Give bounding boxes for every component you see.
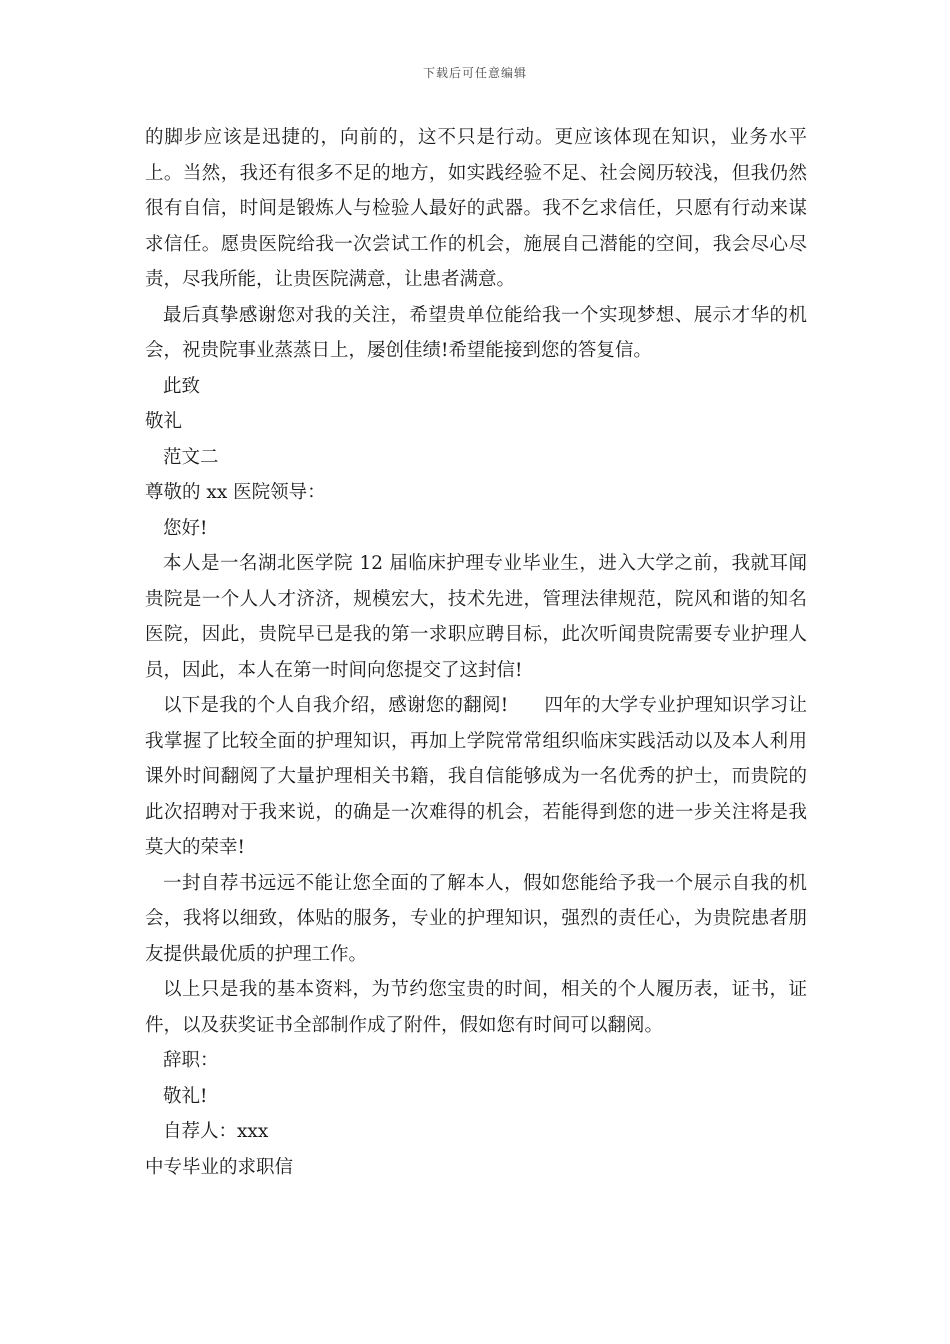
page-header: 下载后可任意编辑 bbox=[422, 66, 527, 80]
signature: 自荐人：xxx bbox=[163, 1121, 269, 1142]
closing-regards: 敬礼 bbox=[145, 411, 183, 432]
paragraph: 一封自荐书远远不能让您全面的了解本人，假如您能给予我一个展示自我的机会，我将以细致，体贴的服务，专业的护理知识，强烈的责任心，为贵院患者朋友提供最优质的护理工作。 bbox=[145, 872, 807, 965]
paragraph: 本人是一名湖北医学院 12 届临床护理专业毕业生，进入大学之前，我就耳闻贵院是一个人人才济济，规模宏大，技术先进，管理法律规范，院风和谐的知名医院，因此，贵院早已是我的第一求职应聘目标，此次听闻贵院需要专业护理人员，因此，本人在第一时间向您提交了这封信! bbox=[145, 553, 807, 681]
closing-regards: 敬礼! bbox=[163, 1085, 208, 1107]
section-title: 范文二 bbox=[163, 446, 219, 468]
paragraph: 以上只是我的基本资料，为节约您宝贵的时间，相关的个人履历表，证书，证件，以及获奖证书全部制作成了附件，假如您有时间可以翻阅。 bbox=[145, 979, 807, 1036]
next-section-title: 中专毕业的求职信 bbox=[145, 1156, 294, 1178]
paragraph: 的脚步应该是迅捷的，向前的，这不只是行动。更应该体现在知识，业务水平上。当然，我还有很多不足的地方，如实践经验不足、社会阅历较浅，但我仍然很有自信，时间是锻炼人与检验人最好的武器。我不乞求信任，只愿有行动来谋求信任。愿贵医院给我一次尝试工作的机会，施展自己潜能的空间，我会尽心尽责，尽我所能，让贵医院满意，让患者满意。 bbox=[145, 127, 807, 290]
paragraph-lead: 以下是我的个人自我介绍，感谢您的翻阅! bbox=[163, 695, 509, 716]
paragraph-continuation: 四年的大学专业护理知识学习让我掌握了比较全面的护理知识，再加上学院常常组织临床实践活动以及本人利用课外时间翻阅了大量护理相关书籍，我自信能够成为一名优秀的护士，而贵院的此次招聘对于我来说，的确是一次难得的机会，若能得到您的进一步关注将是我莫大的荣幸! bbox=[145, 695, 807, 858]
greeting: 您好! bbox=[163, 517, 208, 539]
closing-salutation: 此致 bbox=[163, 375, 201, 397]
closing-line: 辞职： bbox=[163, 1050, 219, 1071]
document-body bbox=[145, 120, 807, 1185]
letter-salutation: 尊敬的 xx 医院领导： bbox=[145, 482, 326, 503]
paragraph bbox=[145, 688, 807, 866]
paragraph: 最后真挚感谢您对我的关注，希望贵单位能给我一个实现梦想、展示才华的机会，祝贵院事业蒸蒸日上，屡创佳绩!希望能接到您的答复信。 bbox=[145, 304, 807, 361]
